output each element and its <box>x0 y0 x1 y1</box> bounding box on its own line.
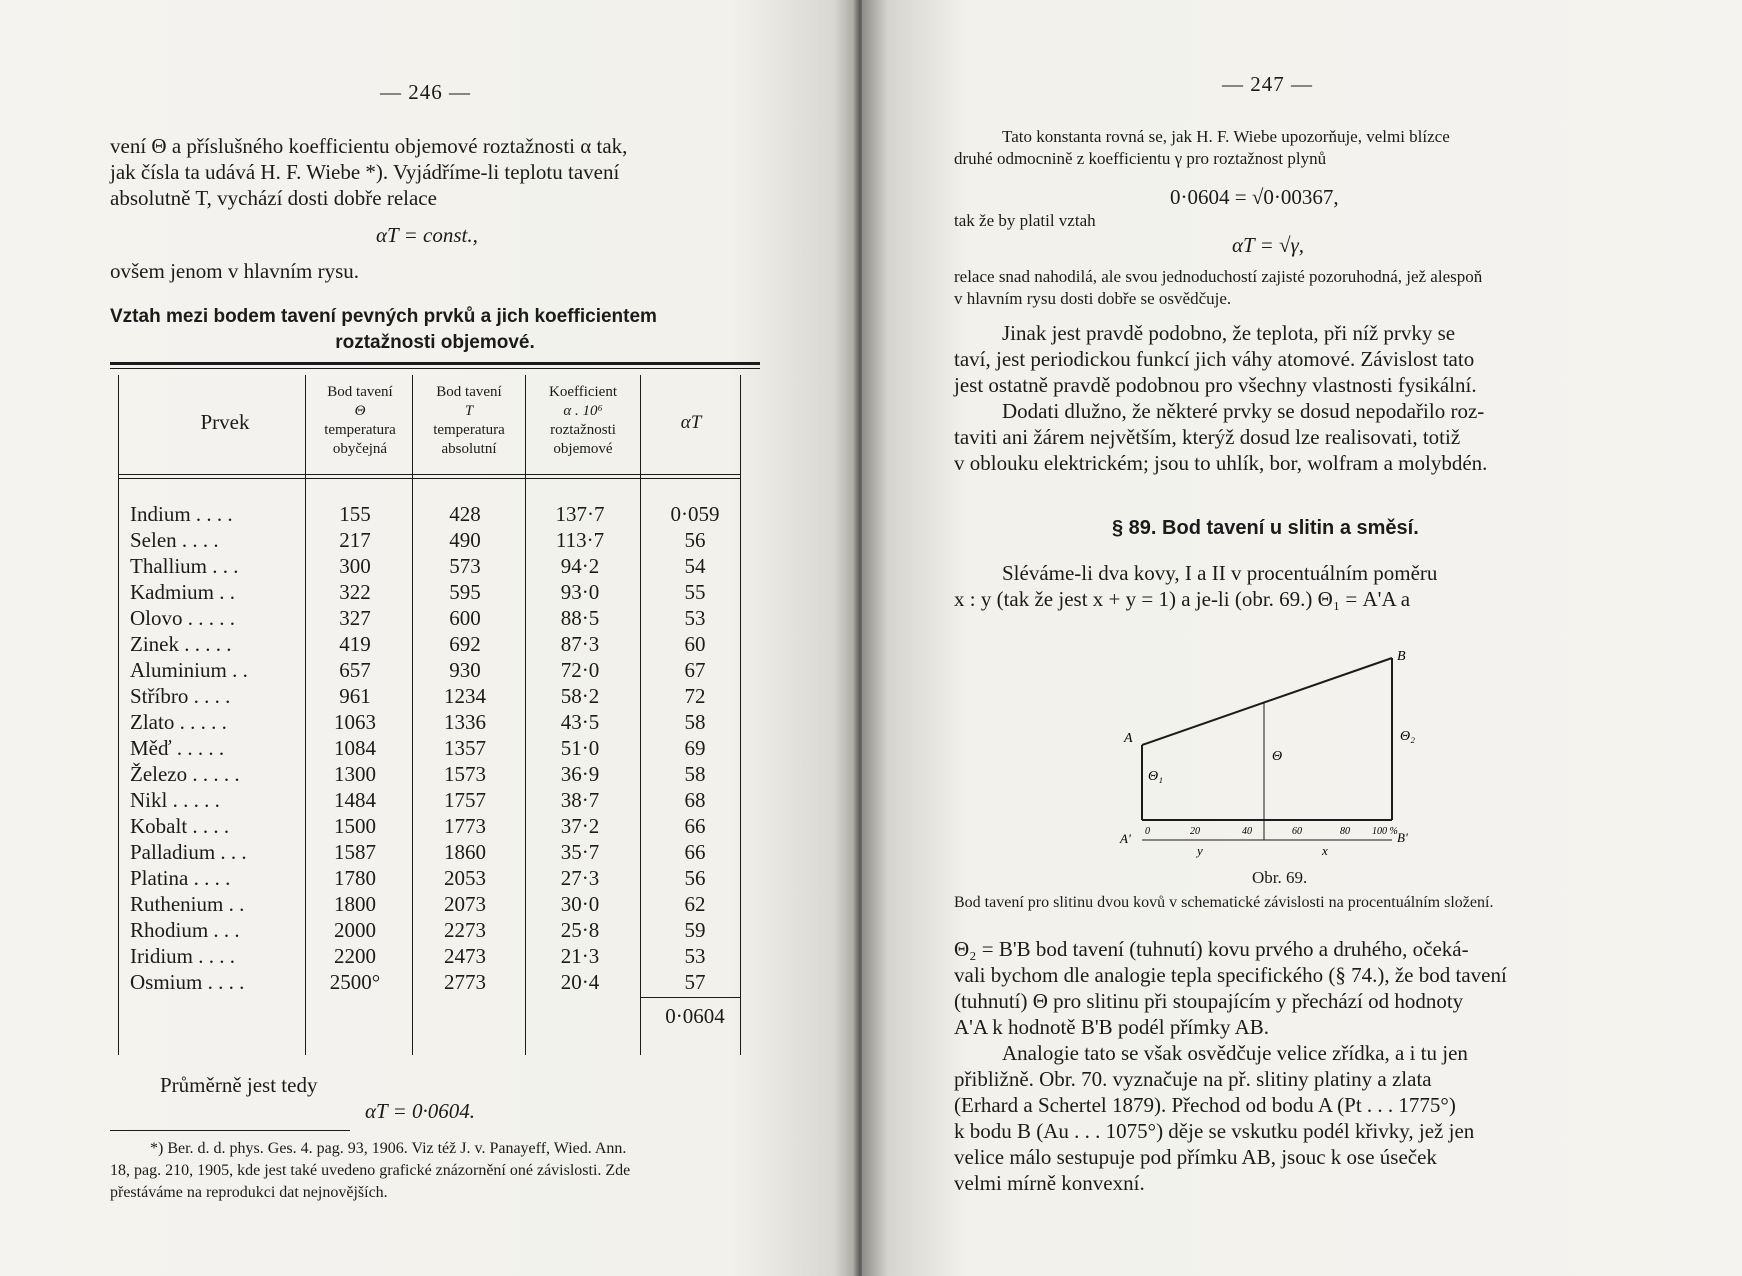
element-name: Osmium . . . . <box>130 970 245 994</box>
table-vline-5 <box>740 375 741 1055</box>
element-name: Indium . . . . <box>130 502 233 526</box>
expansion-coefficient: 25·8 <box>560 918 600 942</box>
formula-const: αT = const., <box>376 223 478 247</box>
element-name: Rhodium . . . <box>130 918 240 942</box>
formula-sqrt-2: αT = √γ, <box>1232 233 1305 257</box>
melting-point-absolute: 2053 <box>444 866 486 890</box>
table-row <box>130 736 730 762</box>
expansion-coefficient: 36·9 <box>560 762 600 786</box>
melting-point-absolute: 428 <box>449 502 481 526</box>
table-row <box>130 554 730 580</box>
table-title-1: Vztah mezi bodem tavení pevných prvků a jich koefficientem <box>110 306 657 327</box>
table-total: 0·0604 <box>665 1004 725 1028</box>
expansion-coefficient: 35·7 <box>560 840 600 864</box>
tick-80: 80 <box>1340 826 1350 837</box>
element-name: Palladium . . . <box>130 840 247 864</box>
alpha-T-value: 54 <box>684 554 706 578</box>
melting-point-absolute: 1336 <box>444 710 486 734</box>
melting-point-absolute: 1234 <box>444 684 486 708</box>
p1c-line-1: relace snad nahodilá, ale svou jednoduchostí zajisté pozoruhodná, jež alespoň <box>954 267 1483 286</box>
footnote-rule <box>110 1130 350 1131</box>
table-row <box>130 762 730 788</box>
p3-line-2: x : y (tak že jest x + y = 1) a je-li (obr. 69.) Θ₁ = A'A a <box>954 587 1411 611</box>
tick-40: 40 <box>1242 826 1252 837</box>
table-header-rule-2 <box>118 478 740 479</box>
label-A: A <box>1124 731 1133 746</box>
expansion-coefficient: 30·0 <box>560 892 600 916</box>
label-A-prime: A' <box>1120 831 1131 846</box>
element-name: Železo . . . . . <box>130 762 240 786</box>
melting-point-absolute: 2473 <box>444 944 486 968</box>
expansion-coefficient: 93·0 <box>560 580 600 604</box>
table-row <box>130 892 730 918</box>
element-name: Kadmium . . <box>130 580 235 604</box>
table-row <box>130 710 730 736</box>
melting-point-ordinary: 1500 <box>334 814 376 838</box>
intro-line-2: jak čísla ta udává H. F. Wiebe *). Vyjádříme-li teplotu tavení <box>110 160 620 184</box>
average-label: Průměrně jest tedy <box>160 1073 318 1097</box>
p4-line-4: A'A k hodnotě B'B podél přímky AB. <box>954 1015 1269 1039</box>
label-B: B <box>1397 649 1406 664</box>
melting-point-absolute: 600 <box>449 606 481 630</box>
alpha-T-value: 66 <box>684 814 706 838</box>
expansion-coefficient: 37·2 <box>560 814 600 838</box>
page-number-right: — 247 — <box>1222 72 1313 96</box>
p2-line-4: Dodati dlužno, že některé prvky se dosud nepodařilo roz- <box>1002 399 1485 423</box>
label-theta: Θ <box>1272 749 1283 764</box>
footnote-line-2: 18, pag. 210, 1905, kde jest také uvedeno grafické znázornění oné závislosti. Zde <box>110 1162 631 1179</box>
average-formula: αT = 0·0604. <box>365 1099 475 1123</box>
p5-line-4: k bodu B (Au . . . 1075°) děje se vskutku podél křivky, jež jen <box>954 1119 1475 1143</box>
alpha-T-value: 53 <box>684 606 706 630</box>
table-row <box>130 866 730 892</box>
table-total-rule <box>640 997 740 998</box>
expansion-coefficient: 88·5 <box>560 606 600 630</box>
alpha-T-value: 57 <box>684 970 706 994</box>
alpha-T-value: 68 <box>684 788 706 812</box>
alpha-T-value: 53 <box>684 944 706 968</box>
header-koefficient: Koefficient α . 10⁶ roztažnosti objemové <box>548 384 618 457</box>
right-page <box>862 0 1742 1276</box>
expansion-coefficient: 43·5 <box>560 710 600 734</box>
melting-point-ordinary: 1063 <box>334 710 376 734</box>
p4-line-3: (tuhnutí) Θ pro slitinu při stoupajícím y přechází od hodnoty <box>954 989 1464 1013</box>
table-row <box>130 918 730 944</box>
element-name: Nikl . . . . . <box>130 788 220 812</box>
melting-point-ordinary: 300 <box>339 554 371 578</box>
melting-point-absolute: 692 <box>449 632 481 656</box>
label-y: y <box>1197 843 1203 858</box>
melting-point-absolute: 930 <box>449 658 481 682</box>
element-name: Zinek . . . . . <box>130 632 232 656</box>
melting-point-ordinary: 2000 <box>334 918 376 942</box>
intro-line-3: absolutně T, vychází dosti dobře relace <box>110 186 437 210</box>
melting-point-ordinary: 322 <box>339 580 371 604</box>
p2-line-5: taviti ani žárem největším, kterýž dosud lze realisovati, totiž <box>954 425 1461 449</box>
table-row <box>130 814 730 840</box>
element-name: Kobalt . . . . <box>130 814 230 838</box>
left-page <box>0 0 860 1276</box>
melting-point-ordinary: 1780 <box>334 866 376 890</box>
alpha-T-value: 55 <box>684 580 706 604</box>
melting-point-absolute: 1573 <box>444 762 486 786</box>
alpha-T-value: 56 <box>684 528 706 552</box>
label-theta2: Θ₂ <box>1400 729 1415 744</box>
p5-line-3: (Erhard a Schertel 1879). Přechod od bodu A (Pt . . . 1775°) <box>954 1093 1456 1117</box>
melting-point-ordinary: 2200 <box>334 944 376 968</box>
table-row <box>130 944 730 970</box>
figure-69 <box>1112 640 1442 860</box>
p1b: tak že by platil vztah <box>954 211 1096 230</box>
melting-point-absolute: 1773 <box>444 814 486 838</box>
footnote-line-3: přestáváme na reprodukci dat nejnovějších. <box>110 1184 388 1201</box>
melting-point-ordinary: 217 <box>339 528 371 552</box>
table-vline-0 <box>118 375 119 1055</box>
expansion-coefficient: 94·2 <box>560 554 600 578</box>
table-row <box>130 788 730 814</box>
table-top-rule <box>110 362 760 365</box>
alpha-T-value: 56 <box>684 866 706 890</box>
melting-point-ordinary: 419 <box>339 632 371 656</box>
expansion-coefficient: 72·0 <box>560 658 600 682</box>
element-name: Zlato . . . . . <box>130 710 227 734</box>
element-name: Selen . . . . <box>130 528 219 552</box>
element-name: Thallium . . . <box>130 554 239 578</box>
element-name: Ruthenium . . <box>130 892 245 916</box>
alpha-T-value: 72 <box>684 684 706 708</box>
melting-point-ordinary: 1587 <box>334 840 376 864</box>
melting-point-ordinary: 155 <box>339 502 371 526</box>
expansion-coefficient: 21·3 <box>560 944 600 968</box>
p5-line-6: velmi mírně konvexní. <box>954 1171 1145 1195</box>
p1c-line-2: v hlavním rysu dosti dobře se osvědčuje. <box>954 289 1232 308</box>
p5-line-1: Analogie tato se však osvědčuje velice zřídka, a i tu jen <box>1002 1041 1468 1065</box>
after-formula: ovšem jenom v hlavním rysu. <box>110 259 360 283</box>
label-theta1: Θ₁ <box>1148 769 1163 784</box>
footnote-line-1: *) Ber. d. d. phys. Ges. 4. pag. 93, 1906. Viz též J. v. Panayeff, Wied. Ann. <box>150 1140 627 1157</box>
expansion-coefficient: 87·3 <box>560 632 600 656</box>
alpha-T-value: 0·059 <box>670 502 720 526</box>
p2-line-2: taví, jest periodickou funkcí jich váhy atomové. Závislost tato <box>954 347 1475 371</box>
alpha-T-value: 69 <box>684 736 706 760</box>
element-name: Aluminium . . <box>130 658 248 682</box>
p5-line-2: přibližně. Obr. 70. vyznačuje na př. slitiny platiny a zlata <box>954 1067 1432 1091</box>
header-bod-taveni-absolutni: Bod tavení T temperatura absolutní <box>433 384 505 457</box>
melting-point-absolute: 490 <box>449 528 481 552</box>
line-AB <box>1142 658 1392 745</box>
element-name: Platina . . . . <box>130 866 231 890</box>
alpha-T-value: 62 <box>684 892 706 916</box>
expansion-coefficient: 137·7 <box>555 502 605 526</box>
label-x: x <box>1322 843 1328 858</box>
table-total-row <box>130 1004 730 1030</box>
table-row <box>130 606 730 632</box>
element-name: Olovo . . . . . <box>130 606 235 630</box>
alpha-T-value: 60 <box>684 632 706 656</box>
melting-point-ordinary: 1084 <box>334 736 376 760</box>
table-row <box>130 580 730 606</box>
table-row <box>130 658 730 684</box>
alpha-T-value: 58 <box>684 762 706 786</box>
table-title-2: roztažnosti objemové. <box>335 332 535 353</box>
element-name: Měď . . . . . <box>130 736 225 760</box>
melting-point-absolute: 2273 <box>444 918 486 942</box>
p1-line-2: druhé odmocnině z koefficientu γ pro roztažnost plynů <box>954 149 1327 168</box>
tick-0: 0 <box>1145 826 1150 837</box>
melting-point-absolute: 1357 <box>444 736 486 760</box>
alpha-T-value: 58 <box>684 710 706 734</box>
formula-sqrt-1: 0·0604 = √0·00367, <box>1170 185 1339 209</box>
table-header-rule <box>118 474 740 475</box>
expansion-coefficient: 38·7 <box>560 788 600 812</box>
melting-point-absolute: 1757 <box>444 788 486 812</box>
tick-100: 100 % <box>1372 826 1398 837</box>
p3-line-1: Sléváme-li dva kovy, I a II v procentuálním poměru <box>1002 561 1438 585</box>
melting-point-ordinary: 657 <box>339 658 371 682</box>
melting-point-ordinary: 961 <box>339 684 371 708</box>
element-name: Stříbro . . . . <box>130 684 231 708</box>
table-row <box>130 684 730 710</box>
table-row <box>130 840 730 866</box>
alpha-T-value: 59 <box>684 918 706 942</box>
section-heading: § 89. Bod tavení u slitin a směsí. <box>1112 517 1419 539</box>
table-top-rule-2 <box>110 368 760 369</box>
intro-line-1: vení Θ a příslušného koefficientu objemové roztažnosti α tak, <box>110 134 628 158</box>
p4-line-2: vali bychom dle analogie tepla specifického (§ 74.), že bod tavení <box>954 963 1507 987</box>
expansion-coefficient: 27·3 <box>560 866 600 890</box>
melting-point-absolute: 595 <box>449 580 481 604</box>
expansion-coefficient: 58·2 <box>560 684 600 708</box>
melting-point-ordinary: 1800 <box>334 892 376 916</box>
p2-line-1: Jinak jest pravdě podobno, že teplota, při níž prvky se <box>1002 321 1456 345</box>
melting-point-absolute: 2073 <box>444 892 486 916</box>
tick-60: 60 <box>1292 826 1302 837</box>
melting-point-absolute: 2773 <box>444 970 486 994</box>
p2-line-6: v oblouku elektrickém; jsou to uhlík, bor, wolfram a molybdén. <box>954 451 1488 475</box>
header-prvek: Prvek <box>200 410 250 434</box>
element-name: Iridium . . . . <box>130 944 235 968</box>
melting-point-ordinary: 2500° <box>329 970 381 994</box>
melting-point-ordinary: 1300 <box>334 762 376 786</box>
p1-line-1: Tato konstanta rovná se, jak H. F. Wiebe upozorňuje, velmi blízce <box>1002 127 1450 146</box>
header-aT: αT <box>680 412 702 433</box>
table-row <box>130 502 730 528</box>
melting-point-ordinary: 327 <box>339 606 371 630</box>
melting-point-absolute: 1860 <box>444 840 486 864</box>
table-row <box>130 970 730 996</box>
figure-description: Bod tavení pro slitinu dvou kovů v schematické závislosti na procentuálním složení. <box>954 894 1494 911</box>
expansion-coefficient: 51·0 <box>560 736 600 760</box>
header-bod-taveni-obycejna: Bod tavení Θ temperatura obyčejná <box>324 384 396 457</box>
expansion-coefficient: 113·7 <box>555 528 605 552</box>
melting-point-ordinary: 1484 <box>334 788 376 812</box>
table-row <box>130 632 730 658</box>
alpha-T-value: 66 <box>684 840 706 864</box>
melting-point-absolute: 573 <box>449 554 481 578</box>
figure-caption: Obr. 69. <box>1252 868 1308 887</box>
p5-line-5: velice málo sestupuje pod přímku AB, jsouc k ose úseček <box>954 1145 1437 1169</box>
p2-line-3: jest ostatně pravdě podobnou pro všechny vlastnosti fysikální. <box>954 373 1477 397</box>
label-B-prime: B' <box>1397 830 1408 845</box>
p4-line-1: Θ₂ = B'B bod tavení (tuhnutí) kovu prvého a druhého, očeká- <box>954 937 1469 961</box>
tick-20: 20 <box>1190 826 1200 837</box>
alpha-T-value: 67 <box>684 658 706 682</box>
table-row <box>130 528 730 554</box>
expansion-coefficient: 20·4 <box>560 970 600 994</box>
page-number-left: — 246 — <box>380 80 471 104</box>
